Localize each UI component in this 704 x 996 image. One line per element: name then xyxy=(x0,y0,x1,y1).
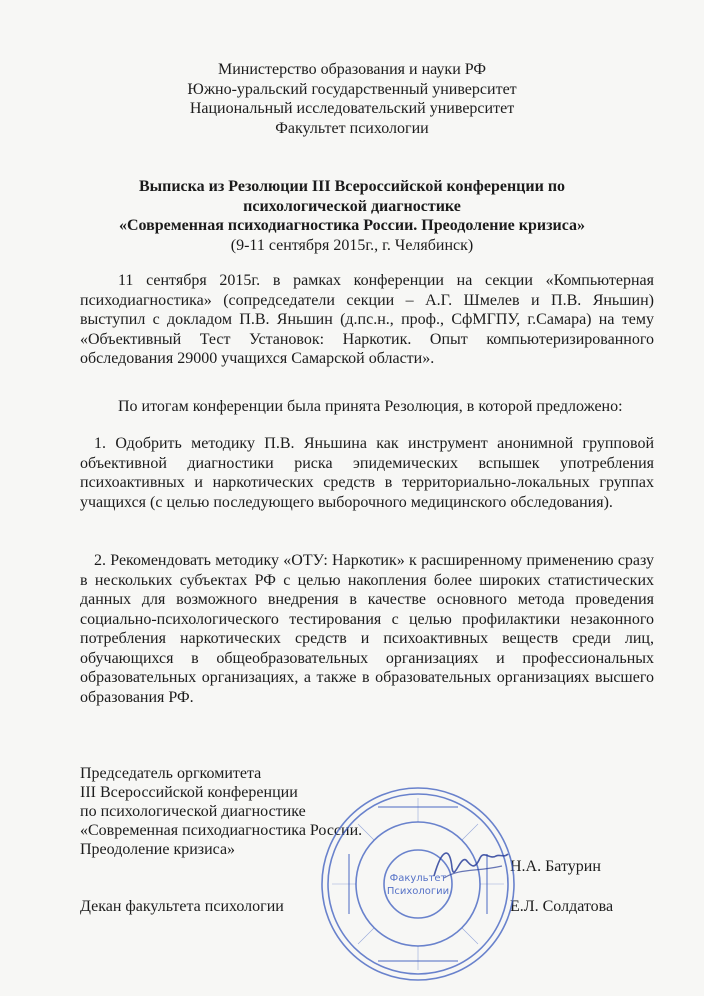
resolution-item-2: 2. Рекомендовать методику «ОТУ: Наркотик» к расширенному применению сразу в нескольких субъектах РФ с целью накопления более широких статистических данных для возможного внедрения в качестве основного метода проведения социально-психологического тестирования с целью профилактики незаконного потребления наркотических средств и психоактивных веществ среди лиц, обучающихся в общеобразовательных организациях и профессиональных образовательных организациях, а также в образовательных организациях высшего образования РФ. xyxy=(80,552,654,706)
university-line: Южно-уральский государственный университет xyxy=(187,80,517,98)
paragraph-report: 11 сентября 2015г. в рамках конференции на секции «Компьютерная психодиагностика» (сопредседатели секции – А.Г. Шмелев и П.В. Яньшин) выступил с докладом П.В. Яньшин (д.пс.н., проф., СфМГПУ, г.Самара) на тему «Объективный Тест Установок: Наркотик. Опыт компьютеризированного обследования 29000 учащихся Самарской области». xyxy=(80,272,654,367)
chairman-line-1: Председатель оргкомитета xyxy=(80,765,262,782)
chairman-line-3: по психологической диагностике xyxy=(80,803,306,820)
resolution-item-1: 1. Одобрить методику П.В. Яньшина как инструмент анонимной групповой объективной диагностики риска эпидемических вспышек употребления психоактивных и наркотических средств в территориально-локальных группах учащихся (с целью последующего выборочного медицинского обследования). xyxy=(80,435,654,511)
document-title xyxy=(0,177,704,255)
chairman-line-2: III Всероссийской конференции xyxy=(80,784,298,801)
title-line-3: «Современная психодиагностика России. Преодоление кризиса» xyxy=(118,217,586,234)
research-university-line: Национальный исследовательский университет xyxy=(189,100,515,117)
chairman-name: Н.А. Батурин xyxy=(510,858,601,875)
chairman-line-4: «Современная психодиагностика России. xyxy=(80,822,363,839)
dean-name: Е.Л. Солдатова xyxy=(510,898,614,915)
handwritten-signature xyxy=(430,838,510,888)
title-line-2: психологической диагностике xyxy=(243,197,461,215)
faculty-line: Факультет психологии xyxy=(275,119,429,137)
stamp-text-2: Психологии xyxy=(386,886,450,897)
stamp-text-1: Факультет xyxy=(389,873,447,884)
dean-title: Декан факультета психологии xyxy=(80,898,284,915)
title-dates: (9-11 сентября 2015г., г. Челябинск) xyxy=(230,236,474,254)
title-line-1: Выписка из Резолюции III Всероссийской конференции по xyxy=(138,178,566,195)
paragraph-resolution: По итогам конференции была принята Резолюция, в которой предложено: xyxy=(118,398,623,415)
chairman-line-5: Преодоление кризиса» xyxy=(80,841,236,858)
letterhead xyxy=(0,60,704,138)
ministry-line: Министерство образования и науки РФ xyxy=(217,61,487,78)
